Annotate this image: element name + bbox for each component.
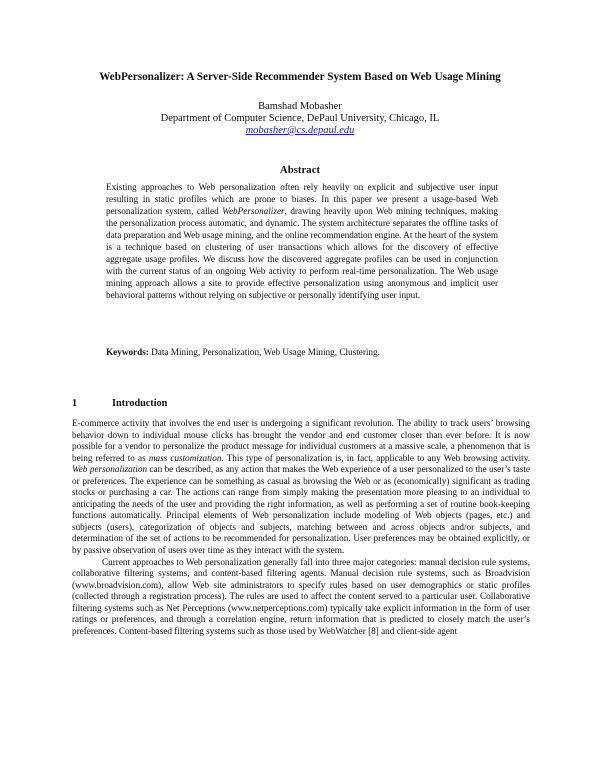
author-affiliation: Department of Computer Science, DePaul University, Chicago, IL bbox=[160, 113, 440, 124]
keywords-line bbox=[106, 346, 506, 358]
section-number: 1 bbox=[72, 398, 78, 409]
section-heading bbox=[72, 397, 372, 410]
intro-p1-emphasis-1: mass customization bbox=[148, 452, 222, 463]
abstract-text-1: Existing approaches to Web personalization often rely heavily on explicit and subjective user input resulting in static profiles which are prone to biases. In this paper we present a usage-based Web personalization system, called bbox=[106, 182, 498, 217]
abstract-body bbox=[106, 181, 498, 301]
intro-paragraph-2: Current approaches to Web personalization generally fall into three major categories: manual decision rule systems, collaborative filtering systems, and content-based filtering agents. Manual decision rule systems, such as Broadvision (www.broadvision.com), allow Web site administrators to specify rules based on user demographics or static profiles (collected through a registration process). The rules are used to affect the content served to a particular user. Collaborative filtering systems such as Net Perceptions (www.netperceptions.com) typically take explicit information in the form of user ratings or preferences, and through a correlation engine, return information that is predicted to closely match the user’s preferences. Content-based filtering systems such as those used by WebWatcher [8] and client-side agent bbox=[72, 556, 530, 636]
abstract-heading: Abstract bbox=[279, 164, 321, 176]
intro-p1-text-a: E-commerce activity that involves the end user is undergoing a significant revolution. The ability to track users’ browsing behavior down to individual mouse clicks has brought the vendor and end customer closer than ever before. It is now possible for a vendor to personalize the product message for individual customers at a massive scale, a phenomenon that is being referred to as bbox=[72, 418, 530, 463]
introduction-body bbox=[72, 418, 530, 637]
intro-p1-text-b: . This type of personalization is, in fact, applicable to any Web browsing activity. bbox=[221, 452, 530, 463]
keywords-label: Keywords: bbox=[106, 347, 149, 357]
abstract-system-name: WebPersonalizer bbox=[222, 206, 285, 217]
intro-paragraph-1 bbox=[72, 418, 530, 557]
author-name: Bamshad Mobasher bbox=[258, 101, 342, 112]
author-email-line bbox=[40, 125, 560, 137]
abstract-text-2: , drawing heavily upon Web mining techniques, making the personalization process automatic, and dynamic. The system architecture separates the offline tasks of data preparation and Web usage mining, and the online recommendation engine. At the heart of the system is a technique based on clustering of user transactions which allows for the discovery of effective aggregate usage profiles. We discuss how the discovered aggregate profiles can be used in conjunction with the current status of an ongoing Web activity to perform real-time personalization. The Web usage mining approach allows a site to provide effective personalization using anonymous and implicit user behavioral patterns without relying on subjective or personally identifying user input. bbox=[106, 206, 498, 301]
section-title: Introduction bbox=[112, 398, 168, 409]
intro-p1-text-c: can be described, as any action that makes the Web experience of a user personalized to the user’s taste or preferences. The experience can be something as casual as browsing the Web or as (economically) significant as trading stocks or purchasing a car. The actions can range from simply making the presentation more pleasing to an individual to anticipating the needs of the user and providing the right information, as well as performing a set of routine book-keeping functions automatically. Principal elements of Web personalization include modeling of Web objects (pages, etc.) and subjects (users), categorization of objects and subjects, matching between and across objects and/or subjects, and determination of the set of actions to be recommended for personalization. User preferences may be obtained explicitly, or by passive observation of users over time as they interact with the system. bbox=[72, 464, 530, 556]
paper-title: WebPersonalizer: A Server-Side Recommender System Based on Web Usage Mining bbox=[99, 71, 501, 83]
keywords-text: Data Mining, Personalization, Web Usage Mining, Clustering. bbox=[151, 347, 380, 357]
intro-p1-emphasis-2: Web personalization bbox=[72, 464, 148, 475]
author-email-link[interactable]: mobasher@cs.depaul.edu bbox=[245, 125, 355, 136]
